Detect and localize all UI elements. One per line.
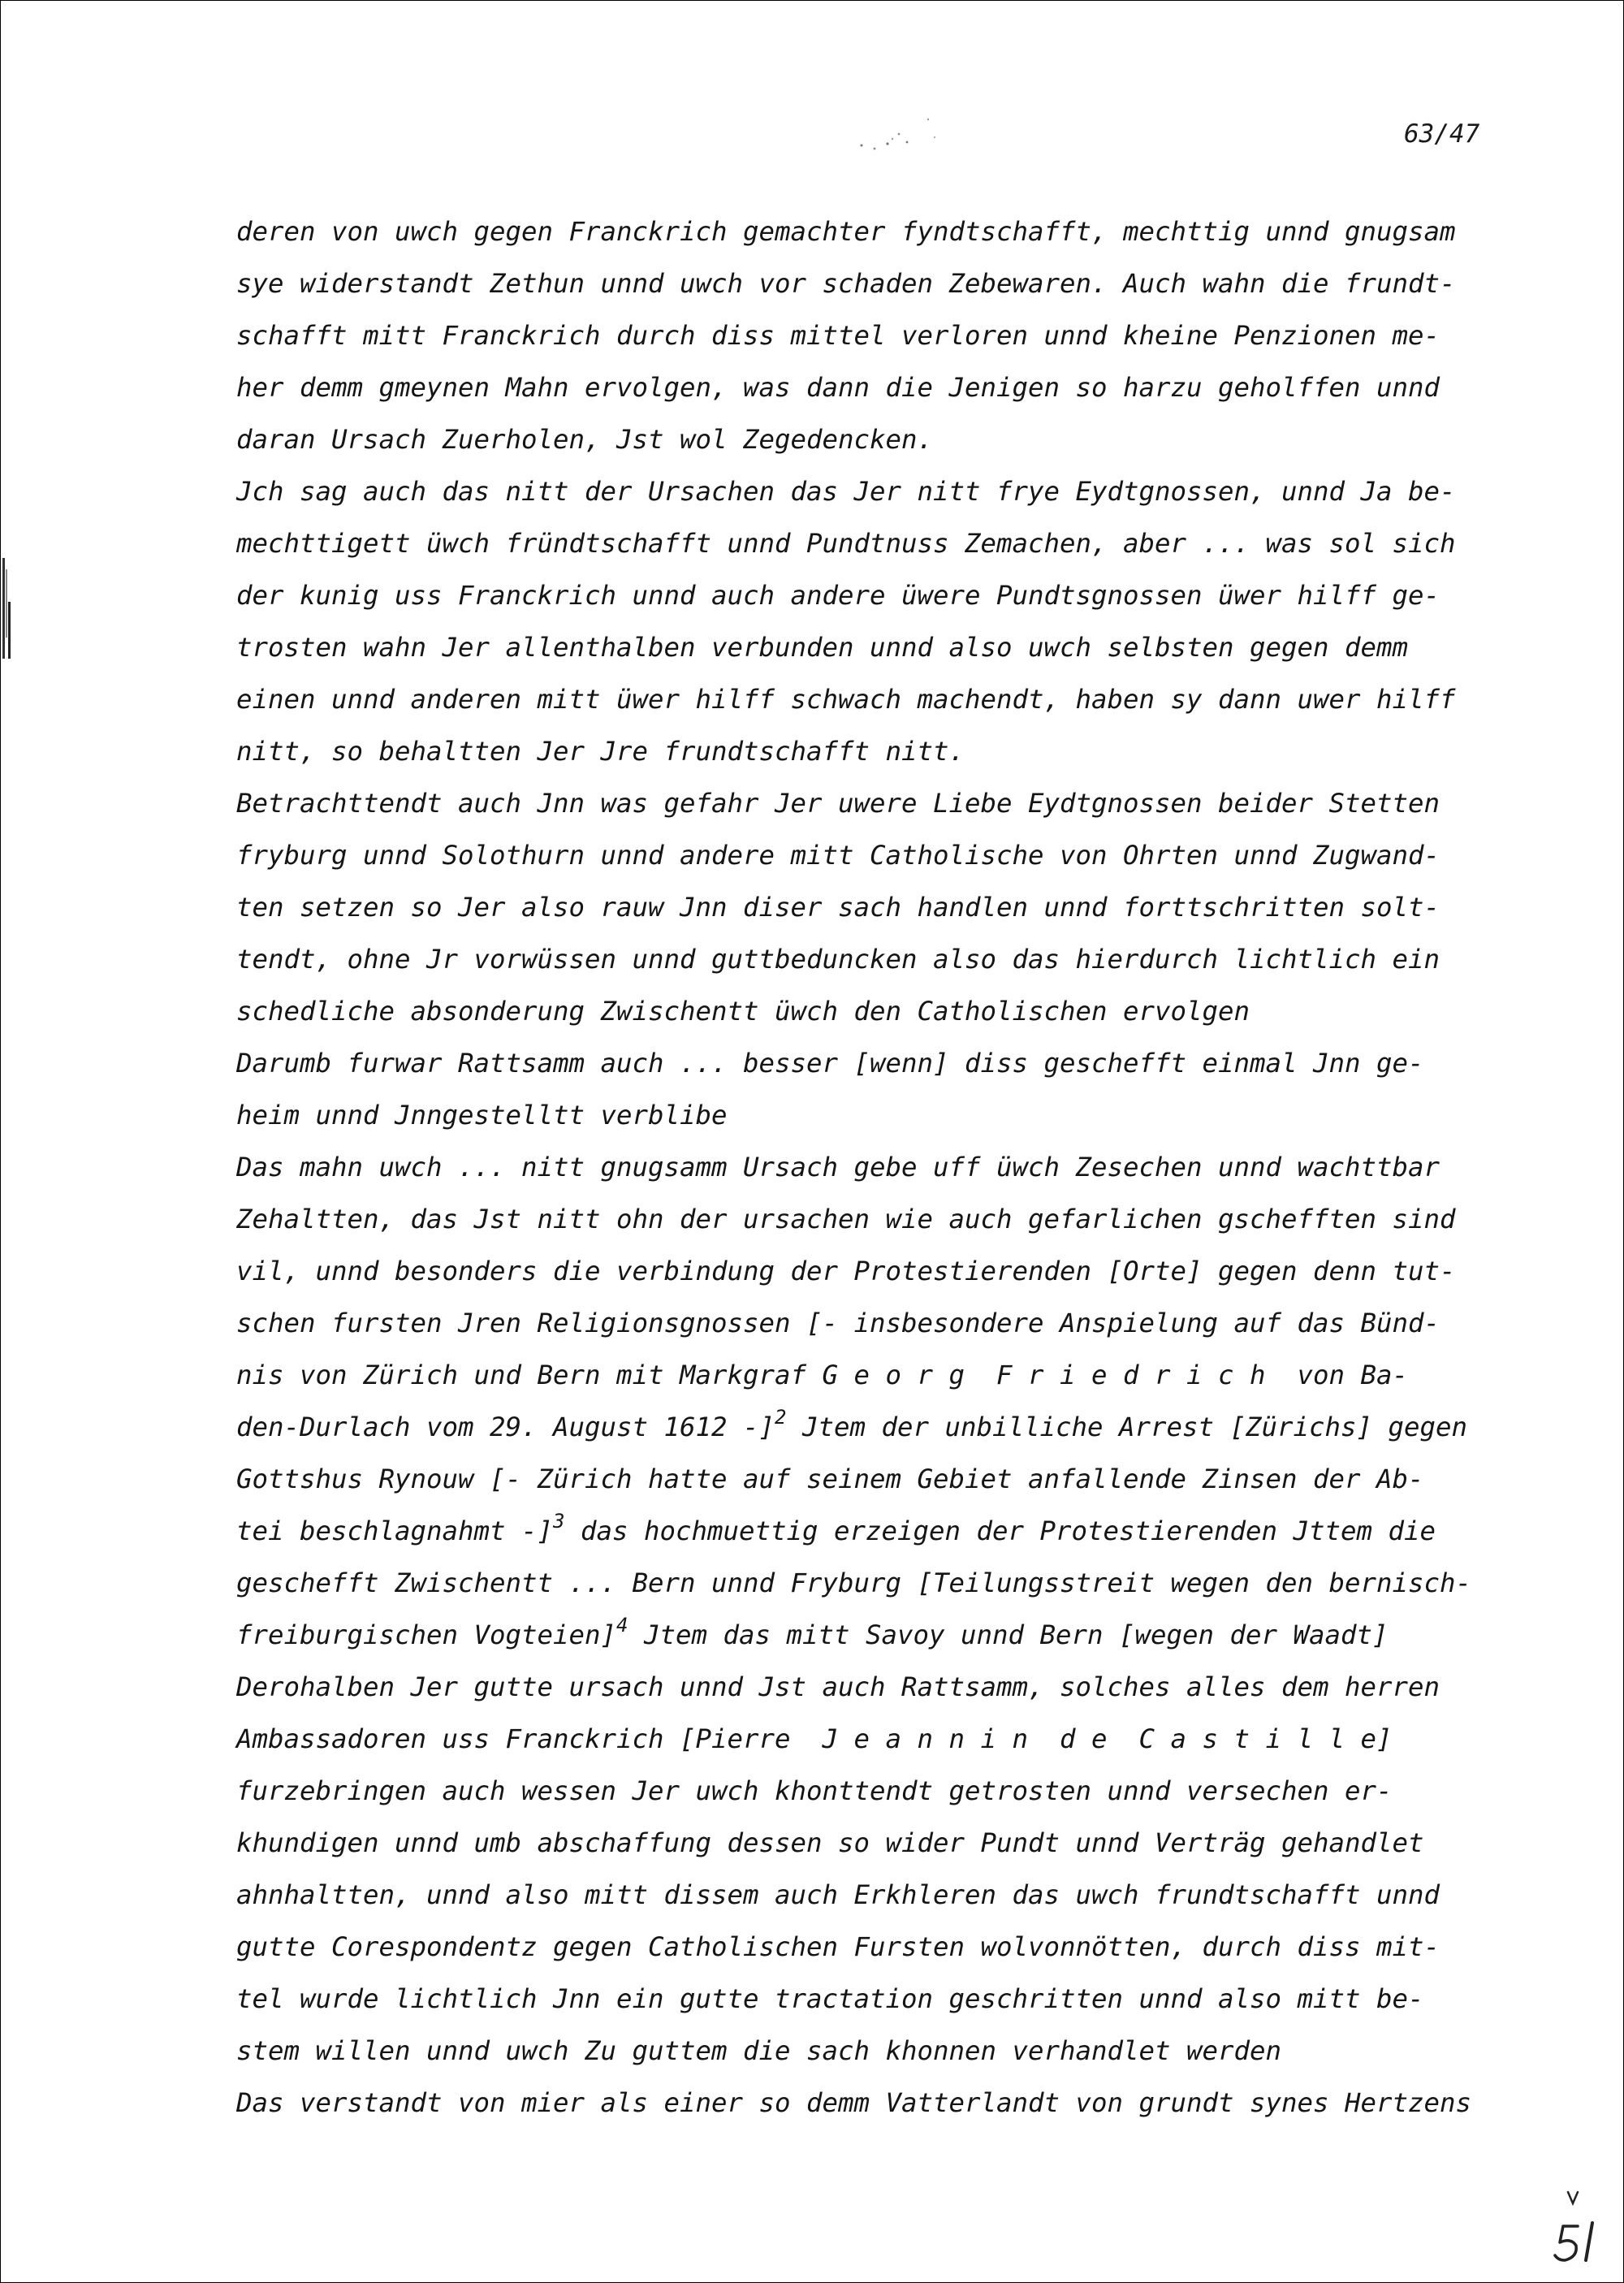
text-line: mechttigett üwch fründtschafft unnd Pundtnuss Zemachen, aber ... was sol sich: [236, 528, 1456, 559]
text-line: Das mahn uwch ... nitt gnugsamm Ursach gebe uff üwch Zesechen unnd wachttbar: [236, 1152, 1440, 1183]
text-line: sye widerstandt Zethun unnd uwch vor schaden Zebewaren. Auch wahn die frundt-: [236, 268, 1456, 299]
text-line: ten setzen so Jer also rauw Jnn diser sach handlen unnd forttschritten solt-: [236, 892, 1440, 923]
text-line: daran Ursach Zuerholen, Jst wol Zegedencken.: [236, 424, 934, 455]
text-line: deren von uwch gegen Franckrich gemachter fyndtschafft, mechttig unnd gnugsam: [236, 216, 1456, 247]
text-line: Betrachttendt auch Jnn was gefahr Jer uwere Liebe Eydtgnossen beider Stetten: [236, 788, 1440, 819]
text-line: Jch sag auch das nitt der Ursachen das Jer nitt frye Eydtgnossen, unnd Ja be-: [236, 476, 1456, 507]
text-line: geschefft Zwischentt ... Bern unnd Fryburg [Teilungsstreit wegen den bernisch-: [236, 1567, 1472, 1598]
text-line: furzebringen auch wessen Jer uwch khonttendt getrosten unnd versechen er-: [236, 1775, 1393, 1806]
text-line: vil, unnd besonders die verbindung der Protestierenden [Orte] gegen denn tut-: [236, 1256, 1456, 1286]
text-line: her demm gmeynen Mahn ervolgen, was dann die Jenigen so harzu geholffen unnd: [236, 372, 1440, 403]
text-line: Derohalben Jer gutte ursach unnd Jst auch Rattsamm, solches alles dem herren: [236, 1671, 1440, 1702]
text-line: nis von Zürich und Bern mit Markgraf G e o r g F r i e d r i c h von Ba-: [236, 1360, 1409, 1390]
text-line: Zehaltten, das Jst nitt ohn der ursachen wie auch gefarlichen gschefften sind: [236, 1204, 1456, 1234]
text-line: nitt, so behaltten Jer Jre frundtschafft nitt.: [236, 736, 965, 767]
margin-bracket-mark: [2, 558, 11, 659]
footnote-ref: 4: [616, 1614, 628, 1637]
ink-speck-mark: [857, 113, 946, 162]
text-line: Darumb furwar Rattsamm auch ... besser [wenn] diss geschefft einmal Jnn ge-: [236, 1048, 1424, 1079]
text-line: fryburg unnd Solothurn unnd andere mitt Catholische von Ohrten unnd Zugwand-: [236, 840, 1440, 871]
text-line: einen unnd anderen mitt üwer hilff schwach machendt, haben sy dann uwer hilff: [236, 684, 1456, 715]
text-line: tei beschlagnahmt -]$^3$ das hochmuettig erzeigen der Protestierenden Jttem die: [236, 1510, 1436, 1546]
text-line: tendt, ohne Jr vorwüssen unnd guttbeduncken also das hierdurch lichtlich ein: [236, 944, 1440, 975]
text-line: Ambassadoren uss Franckrich [Pierre J e a n n i n d e C a s t i l l e]: [236, 1723, 1393, 1754]
text-line: schafft mitt Franckrich durch diss mittel verloren unnd kheine Penzionen me-: [236, 320, 1440, 351]
text-line: den-Durlach vom 29. August 1612 -]$^2$ Jtem der unbilliche Arrest [Zürichs] gegen: [236, 1406, 1468, 1442]
text-line: heim unnd Jnngestelltt verblibe: [236, 1100, 728, 1131]
text-line: der kunig uss Franckrich unnd auch andere üwere Pundtsgnossen üwer hilff ge-: [236, 580, 1440, 611]
text-line: freiburgischen Vogteien]$^4$ Jtem das mitt Savoy unnd Bern [wegen der Waadt]: [236, 1614, 1389, 1650]
text-line: ahnhaltten, unnd also mitt dissem auch Erkhleren das uwch frundtschafft unnd: [236, 1879, 1440, 1910]
text-line: gutte Corespondentz gegen Catholischen Fursten wolvonnötten, durch diss mit-: [236, 1931, 1440, 1962]
footnote-ref: 2: [775, 1406, 787, 1429]
text-line: schedliche absonderung Zwischentt üwch den Catholischen ervolgen: [236, 996, 1250, 1027]
text-line: Gottshus Rynouw [- Zürich hatte auf seinem Gebiet anfallende Zinsen der Ab-: [236, 1464, 1424, 1494]
handwritten-folio-mark: [1544, 2187, 1605, 2265]
text-line: stem willen unnd uwch Zu guttem die sach khonnen verhandlet werden: [236, 2035, 1282, 2066]
text-line: khundigen unnd umb abschaffung dessen so wider Pundt unnd Verträg gehandlet: [236, 1827, 1424, 1858]
text-line: tel wurde lichtlich Jnn ein gutte tractation geschritten unnd also mitt be-: [236, 1983, 1424, 2014]
page-number: 63/47: [1404, 119, 1480, 149]
text-line: trosten wahn Jer allenthalben verbunden unnd also uwch selbsten gegen demm: [236, 632, 1409, 663]
text-line: Das verstandt von mier als einer so demm Vatterlandt von grundt synes Hertzens: [236, 2087, 1472, 2118]
text-line: schen fursten Jren Religionsgnossen [- insbesondere Anspielung auf das Bünd-: [236, 1308, 1440, 1338]
footnote-ref: 3: [553, 1510, 565, 1533]
